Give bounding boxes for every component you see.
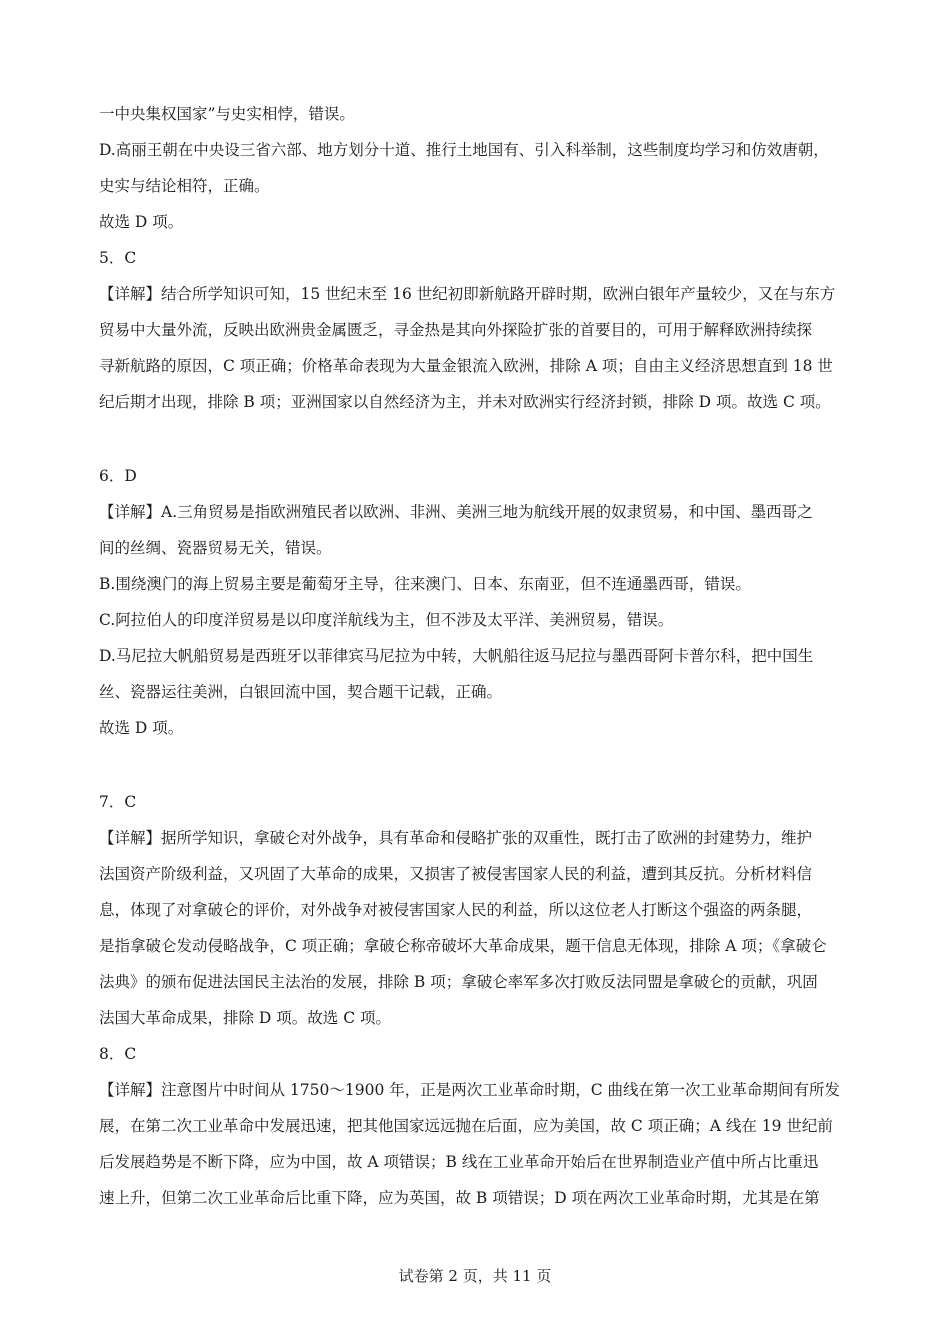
text-line: 一中央集权国家”与史实相悖，错误。 <box>99 105 355 123</box>
text-line: 【详解】据所学知识，拿破仑对外战争，具有革命和侵略扩张的双重性，既打击了欧洲的封建势力，维护 <box>99 829 813 847</box>
paragraph-spacer <box>99 420 865 458</box>
text-line: 息，体现了对拿破仑的评价，对外战争对被侵害国家人民的利益，所以这位老人打断这个强盗的两条腿， <box>99 901 813 919</box>
text-line: D.马尼拉大帆船贸易是西班牙以菲律宾马尼拉为中转，大帆船往返马尼拉与墨西哥阿卡普尔科，把中国生 <box>99 647 814 665</box>
text-line: 5．C <box>99 249 137 267</box>
text-line: 展，在第二次工业革命中发展迅速，把其他国家远远抛在后面，应为美国，故 C 项正确；A 线在 19 世纪前 <box>99 1117 833 1135</box>
text-line: 法国资产阶级利益，又巩固了大革命的成果，又损害了被侵害国家人民的利益，遭到其反抗。分析材料信 <box>99 865 813 883</box>
text-line: B.围绕澳门的海上贸易主要是葡萄牙主导，往来澳门、日本、东南亚，但不连通墨西哥，错误。 <box>99 575 751 593</box>
text-line: 7．C <box>99 793 137 811</box>
text-line: 【详解】注意图片中时间从 1750～1900 年，正是两次工业革命时期，C 曲线在第一次工业革命期间有所发 <box>99 1081 841 1099</box>
text-line: 史实与结论相符，正确。 <box>99 177 270 195</box>
text-line: 【详解】A.三角贸易是指欧洲殖民者以欧洲、非洲、美洲三地为航线开展的奴隶贸易，和中国、墨西哥之 <box>99 503 813 521</box>
text-line: 8．C <box>99 1045 137 1063</box>
text-line: 故选 D 项。 <box>99 719 184 737</box>
text-line: 是指拿破仑发动侵略战争，C 项正确；拿破仑称帝破坏大革命成果，题干信息无体现，排除 A 项；《拿破仑 <box>99 937 827 955</box>
text-line: 法典》的颁布促进法国民主法治的发展，排除 B 项；拿破仑率军多次打败反法同盟是拿破仑的贡献，巩固 <box>99 973 818 991</box>
text-line: 故选 D 项。 <box>99 213 184 231</box>
text-line: 6．D <box>99 467 137 485</box>
text-line: 丝、瓷器运往美洲，白银回流中国，契合题干记载，正确。 <box>99 683 503 701</box>
answer-explanation-body <box>99 96 865 1216</box>
text-line: 法国大革命成果，排除 D 项。故选 C 项。 <box>99 1009 391 1027</box>
text-line: 寻新航路的原因，C 项正确；价格革命表现为大量金银流入欧洲，排除 A 项；自由主义经济思想直到 18 世 <box>99 357 833 375</box>
text-line: 【详解】结合所学知识可知，15 世纪末至 16 世纪初即新航路开辟时期，欧洲白银年产量较少，又在与东方 <box>99 285 836 303</box>
text-line: 速上升，但第二次工业革命后比重下降，应为英国，故 B 项错误；D 项在两次工业革命时期，尤其是在第 <box>99 1189 820 1207</box>
text-line: C.阿拉伯人的印度洋贸易是以印度洋航线为主，但不涉及太平洋、美洲贸易，错误。 <box>99 611 674 629</box>
paragraph-spacer <box>99 746 865 784</box>
text-line: 贸易中大量外流，反映出欧洲贵金属匮乏，寻金热是其向外探险扩张的首要目的，可用于解释欧洲持续探 <box>99 321 813 339</box>
text-line: 纪后期才出现，排除 B 项；亚洲国家以自然经济为主，并未对欧洲实行经济封锁，排除 D 项。故选 C 项。 <box>99 393 831 411</box>
text-line: 间的丝绸、瓷器贸易无关，错误。 <box>99 539 332 557</box>
text-line: D.高丽王朝在中央设三省六部、地方划分十道、推行土地国有、引入科举制，这些制度均学习和仿效唐朝， <box>99 141 829 159</box>
text-line: 后发展趋势是不断下降，应为中国，故 A 项错误；B 线在工业革命开始后在世界制造业产值中所占比重迅 <box>99 1153 819 1171</box>
page-footer: 试卷第 2 页，共 11 页 <box>398 1267 552 1285</box>
